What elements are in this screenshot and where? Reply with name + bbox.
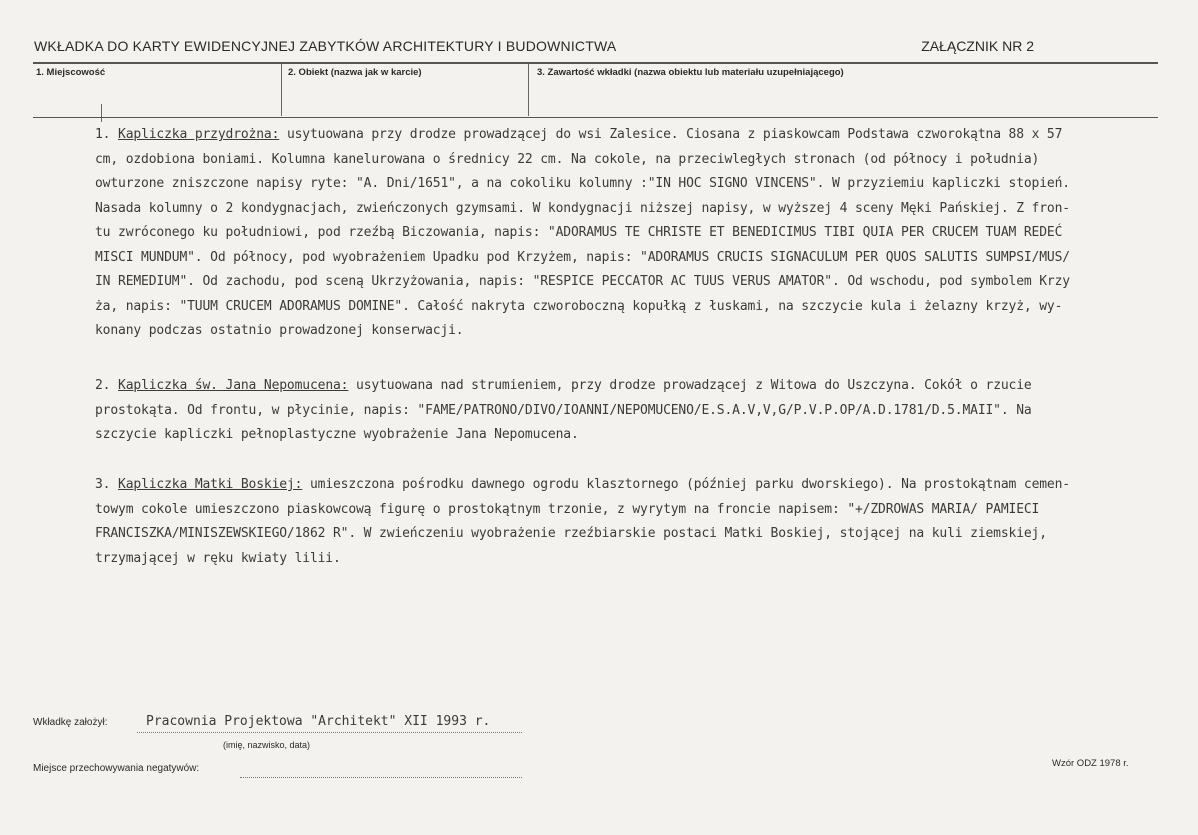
- entry-line: konany podczas ostatnio prowadzonej konserwacji.: [95, 323, 464, 338]
- entry-line: trzymającej w ręku kwiaty lilii.: [95, 550, 341, 566]
- entry-title: Kapliczka św. Jana Nepomucena:: [118, 378, 349, 393]
- entry-line: Nasada kolumny o 2 kondygnacjach, zwieńczonych gzymsami. W kondygnacji niższej napisy, w wyższej 4 sceny Męki Pańskiej. Z fron-: [95, 200, 1070, 216]
- field-content-label: 3. Zawartość wkładki (nazwa obiektu lub materiału uzupełniającego): [537, 67, 844, 78]
- entry-line: IN REMEDIUM". Od zachodu, pod sceną Ukrzyżowania, napis: "RESPICE PECCATOR AC TUUS VERUS AMATOR". Od wschodu, pod symbolem Krzy: [95, 274, 1070, 289]
- entry-line: owturzone zniszczone napisy ryte: "A. Dni/1651", a na cokoliku kolumny :"IN HOC SIGNO VINCENS". W przyziemiu kapliczki stopień.: [95, 176, 1070, 191]
- entry-2: [95, 374, 1155, 448]
- negatives-location-label: Miejsce przechowywania negatywów:: [33, 763, 200, 774]
- entry-line: 1. Kapliczka przydrożna: usytuowana przy drodze prowadzącej do wsi Zalesice. Ciosana z piaskowcam Podstawa czworokątna 88 x 57: [95, 127, 1063, 142]
- entry-line: MISCI MUNDUM". Od północy, pod wyobrażeniem Upadku pod Krzyżem, napis: "ADORAMUS CRUCIS SIGNACULUM PER QUOS SALUTIS SUMPSI/MUS/: [95, 249, 1070, 265]
- founded-by-label: Wkładkę założył:: [33, 717, 108, 728]
- entry-title: Kapliczka przydrożna:: [118, 127, 280, 142]
- entry-title: Kapliczka Matki Boskiej:: [118, 477, 303, 492]
- attachment-number: ZAŁĄCZNIK NR 2: [921, 38, 1034, 54]
- entry-number: 1.: [95, 127, 111, 142]
- entry-line: ża, napis: "TUUM CRUCEM ADORAMUS DOMINE". Całość nakryta czworoboczną kopułką z łuskami, na szczycie kula i żelazny krzyż, wy-: [95, 298, 1063, 314]
- founded-by-hint: (imię, nazwisko, data): [223, 740, 311, 750]
- entry-line: szczycie kapliczki pełnoplastyczne wyobrażenie Jana Nepomucena.: [95, 427, 579, 442]
- entry-line: cm, ozdobiona boniami. Kolumna kanelurowana o średnicy 22 cm. Na cokole, na przeciwległych stronach (od północy i południa): [95, 151, 1040, 167]
- entry-1: [95, 123, 1155, 344]
- form-reference: Wzór ODZ 1978 r.: [1052, 758, 1129, 769]
- field-divider: [281, 64, 282, 116]
- entry-line: prostokąta. Od frontu, w płycinie, napis: "FAME/PATRONO/DIVO/IOANNI/NEPOMUCENO/E.S.A.V,V,G/P.V.P.OP/A.D.1781/D.5.MAII". Na: [95, 402, 1032, 418]
- entry-line: 2. Kapliczka św. Jana Nepomucena: usytuowana nad strumieniem, przy drodze prowadzącej z Witowa do Uszczyna. Cokół o rzucie: [95, 378, 1032, 393]
- entry-line: tu zwróconego ku południowi, pod rzeźbą Biczowania, napis: "ADORAMUS TE CHRISTE ET BENEDICIMUS TIBI QUIA PER CRUCEM TUAM REDEĆ: [95, 225, 1063, 240]
- fields-bottom-rule: [33, 117, 1158, 118]
- entry-number: 2.: [95, 378, 111, 393]
- tick-mark: [101, 104, 102, 122]
- entry-3: [95, 473, 1155, 571]
- document-title: WKŁADKA DO KARTY EWIDENCYJNEJ ZABYTKÓW ARCHITEKTURY I BUDOWNICTWA: [34, 38, 617, 54]
- entry-line: towym cokole umieszczono piaskowcową figurę o prostokątnym trzonie, z wyrytym na froncie napisem: "+/ZDROWAS MARIA/ PAMIECI: [95, 501, 1040, 517]
- field-object-label: 2. Obiekt (nazwa jak w karcie): [288, 67, 422, 78]
- entry-number: 3.: [95, 477, 111, 492]
- entry-line: FRANCISZKA/MINISZEWSKIEGO/1862 R". W zwieńczeniu wyobrażenie rzeźbiarskie postaci Matki Boskiej, stojącej na kuli ziemskiej,: [95, 526, 1047, 541]
- founded-by-line: [137, 732, 522, 733]
- field-divider: [528, 64, 529, 116]
- entry-line: 3. Kapliczka Matki Boskiej: umieszczona pośrodku dawnego ogrodu klasztornego (później parku dworskiego). Na prostokątnam cemen-: [95, 477, 1070, 492]
- founded-by-value: Pracownia Projektowa "Architekt" XII 1993 r.: [146, 714, 491, 729]
- field-locality-label: 1. Miejscowość: [36, 67, 106, 78]
- negatives-location-line: [240, 777, 522, 778]
- header-rule: [33, 62, 1158, 64]
